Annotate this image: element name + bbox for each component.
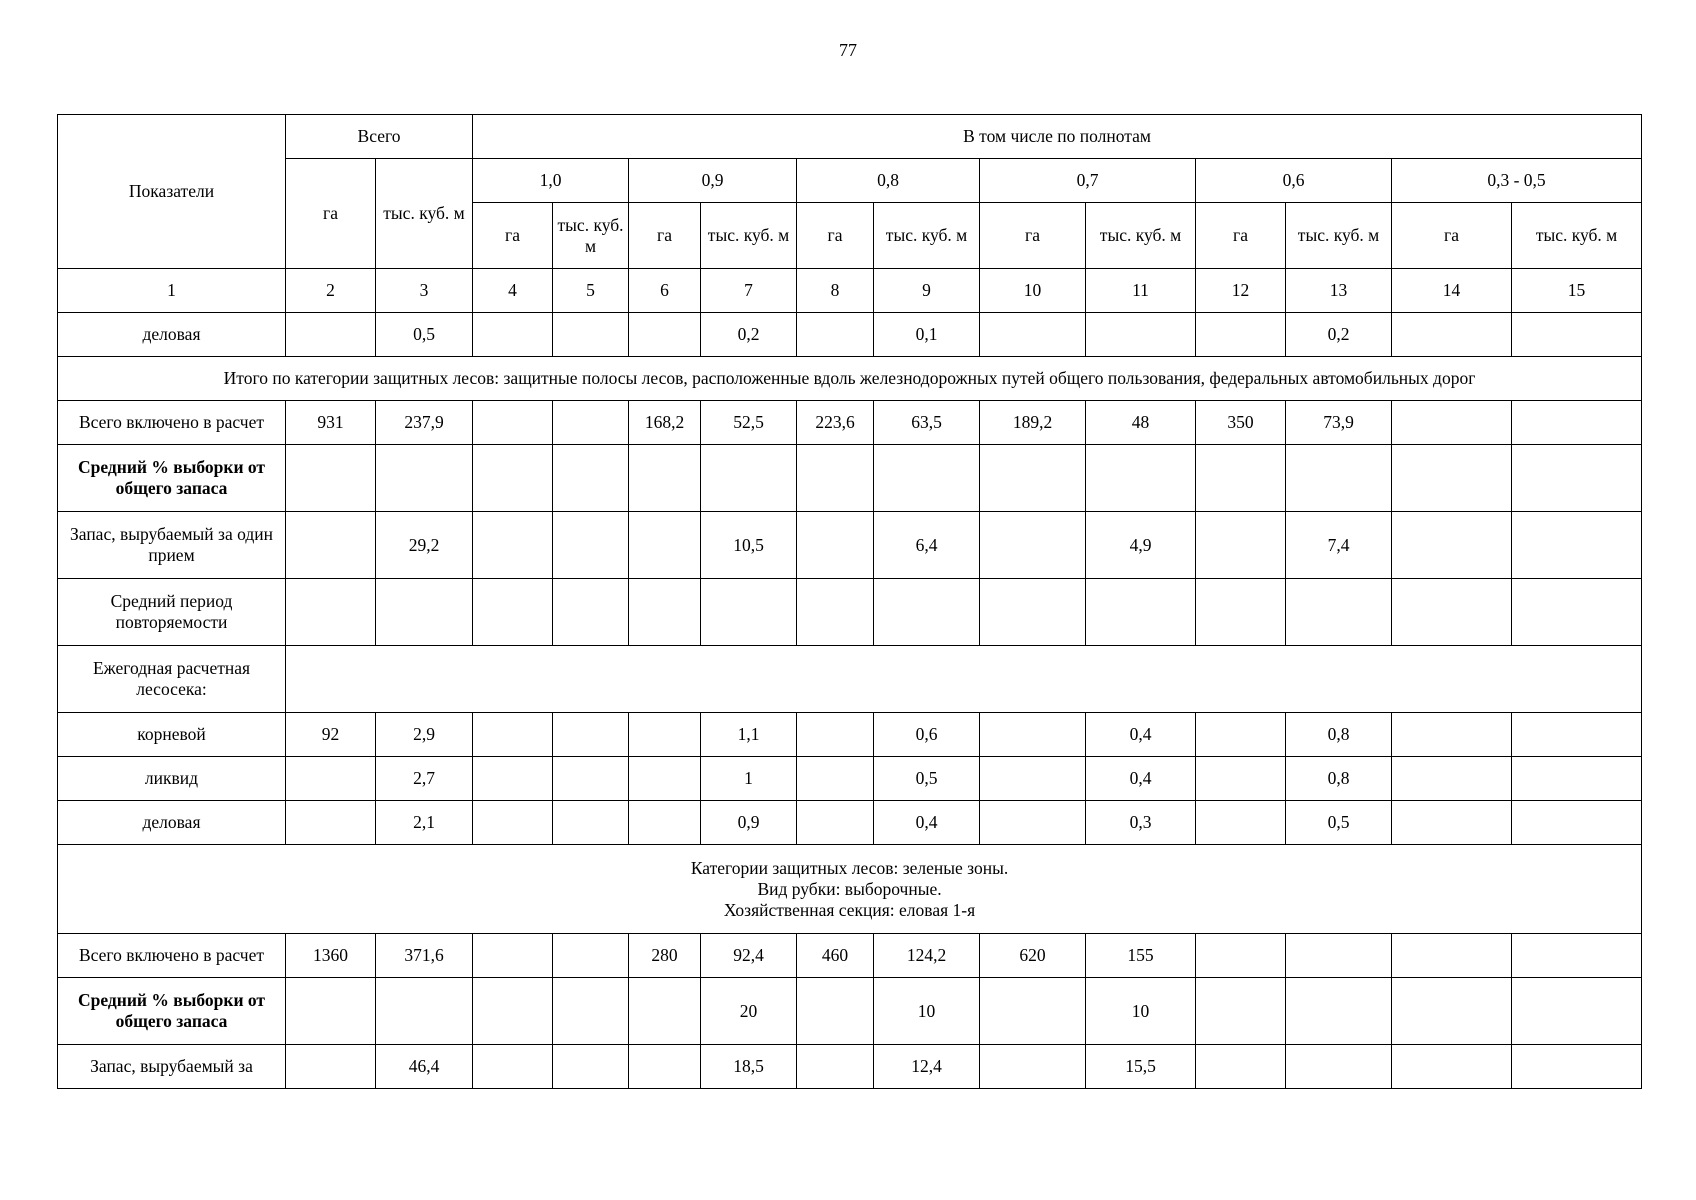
table-cell [473, 313, 553, 357]
column-number: 7 [701, 269, 797, 313]
table-cell [286, 1045, 376, 1089]
table-cell [629, 313, 701, 357]
header-density-0-3-0-5: 0,3 - 0,5 [1392, 159, 1642, 203]
table-cell [1512, 978, 1642, 1045]
table-cell [874, 445, 980, 512]
table-cell: 52,5 [701, 401, 797, 445]
row-label: Средний период повторяемости [58, 579, 286, 646]
column-number: 5 [553, 269, 629, 313]
merged-empty-cell [286, 646, 1642, 713]
table-cell [629, 445, 701, 512]
table-cell [473, 579, 553, 646]
table-cell: 0,8 [1286, 713, 1392, 757]
table-cell [473, 401, 553, 445]
section-row [58, 357, 1642, 401]
table-cell [797, 801, 874, 845]
table-cell: 92,4 [701, 934, 797, 978]
table-cell [980, 313, 1086, 357]
table-cell [980, 801, 1086, 845]
table-cell: 2,1 [376, 801, 473, 845]
table-cell [376, 978, 473, 1045]
table-cell [1512, 445, 1642, 512]
header-unit-volume: тыс. куб. м [874, 203, 980, 269]
table-row [58, 934, 1642, 978]
header-unit-volume: тыс. куб. м [1512, 203, 1642, 269]
section-line: Вид рубки: выборочные. [757, 878, 942, 899]
table-cell [797, 445, 874, 512]
table-cell [286, 801, 376, 845]
table-cell [553, 579, 629, 646]
table-cell [980, 757, 1086, 801]
header-row-top [58, 115, 1642, 159]
table-row [58, 512, 1642, 579]
header-density-1-0: 1,0 [473, 159, 629, 203]
table-cell: 63,5 [874, 401, 980, 445]
table-cell [797, 313, 874, 357]
table-cell [286, 978, 376, 1045]
table-cell [1196, 445, 1286, 512]
table-cell: 1360 [286, 934, 376, 978]
table-cell [553, 801, 629, 845]
table-cell [1286, 934, 1392, 978]
table-cell [629, 978, 701, 1045]
table-row [58, 646, 1642, 713]
header-total-ha: га [286, 159, 376, 269]
table-cell [1512, 313, 1642, 357]
column-number: 8 [797, 269, 874, 313]
table-cell [1392, 313, 1512, 357]
table-cell [1392, 1045, 1512, 1089]
table-cell: 931 [286, 401, 376, 445]
column-number: 6 [629, 269, 701, 313]
column-number: 1 [58, 269, 286, 313]
column-number: 9 [874, 269, 980, 313]
table-cell [1392, 934, 1512, 978]
table-cell: 4,9 [1086, 512, 1196, 579]
table-cell [1086, 445, 1196, 512]
table-cell [286, 313, 376, 357]
table-cell: 350 [1196, 401, 1286, 445]
table-cell [286, 579, 376, 646]
table-cell: 0,5 [874, 757, 980, 801]
table-cell [1392, 978, 1512, 1045]
forest-harvest-table [57, 114, 1642, 1089]
table-cell [473, 934, 553, 978]
table-cell: 0,2 [1286, 313, 1392, 357]
row-label: Всего включено в расчет [58, 401, 286, 445]
table-cell [1196, 978, 1286, 1045]
row-label: Средний % выборки от общего запаса [58, 978, 286, 1045]
header-unit-volume: тыс. куб. м [1086, 203, 1196, 269]
table-cell [376, 579, 473, 646]
header-unit-volume: тыс. куб. м [553, 203, 629, 269]
table-cell [553, 978, 629, 1045]
table-cell [629, 757, 701, 801]
header-density-0-7: 0,7 [980, 159, 1196, 203]
table-cell [1512, 512, 1642, 579]
header-including-by-density: В том числе по полнотам [473, 115, 1642, 159]
table-cell [629, 512, 701, 579]
section-line: Категории защитных лесов: зеленые зоны. [690, 857, 1009, 878]
table-cell [286, 445, 376, 512]
table-cell [376, 445, 473, 512]
table-cell: 10,5 [701, 512, 797, 579]
table-row [58, 401, 1642, 445]
table-cell [1086, 313, 1196, 357]
row-label: корневой [58, 713, 286, 757]
header-total-volume: тыс. куб. м [376, 159, 473, 269]
column-number: 3 [376, 269, 473, 313]
table-cell: 12,4 [874, 1045, 980, 1089]
header-unit-volume: тыс. куб. м [1286, 203, 1392, 269]
table-cell: 155 [1086, 934, 1196, 978]
table-cell [797, 713, 874, 757]
column-number: 13 [1286, 269, 1392, 313]
table-cell [980, 512, 1086, 579]
column-number: 12 [1196, 269, 1286, 313]
header-unit-volume: тыс. куб. м [701, 203, 797, 269]
table-cell [1512, 757, 1642, 801]
table-cell [1196, 1045, 1286, 1089]
column-number: 10 [980, 269, 1086, 313]
row-label: Всего включено в расчет [58, 934, 286, 978]
table-cell [1286, 445, 1392, 512]
table-cell [797, 512, 874, 579]
section-row [58, 845, 1642, 934]
table-cell [553, 445, 629, 512]
table-cell [797, 978, 874, 1045]
table-cell [980, 1045, 1086, 1089]
table-cell [1196, 713, 1286, 757]
table-cell [1196, 801, 1286, 845]
row-label: деловая [58, 801, 286, 845]
section-heading [58, 845, 1642, 934]
header-indicators: Показатели [58, 115, 286, 269]
table-cell [1392, 401, 1512, 445]
table-cell: 1 [701, 757, 797, 801]
table-cell [1392, 445, 1512, 512]
table-cell [473, 978, 553, 1045]
table-cell: 10 [874, 978, 980, 1045]
table-row [58, 313, 1642, 357]
table-cell: 0,3 [1086, 801, 1196, 845]
table-cell: 620 [980, 934, 1086, 978]
table-cell: 20 [701, 978, 797, 1045]
header-total: Всего [286, 115, 473, 159]
table-cell: 2,7 [376, 757, 473, 801]
table-cell [1286, 579, 1392, 646]
table-cell [473, 1045, 553, 1089]
table-cell: 46,4 [376, 1045, 473, 1089]
section-line: Хозяйственная секция: еловая 1-я [723, 899, 976, 920]
table-cell [629, 579, 701, 646]
row-label: деловая [58, 313, 286, 357]
header-unit-ha: га [629, 203, 701, 269]
table-cell [1512, 401, 1642, 445]
table-cell: 48 [1086, 401, 1196, 445]
table-cell [629, 1045, 701, 1089]
table-cell: 0,9 [701, 801, 797, 845]
table-cell: 0,5 [376, 313, 473, 357]
table-cell [1196, 512, 1286, 579]
table-cell [797, 1045, 874, 1089]
table-cell: 0,2 [701, 313, 797, 357]
table-cell [1512, 1045, 1642, 1089]
table-cell [1392, 579, 1512, 646]
table-cell [473, 801, 553, 845]
table-row [58, 1045, 1642, 1089]
table-cell: 2,9 [376, 713, 473, 757]
table-cell [980, 978, 1086, 1045]
table-cell: 1,1 [701, 713, 797, 757]
table-cell [1392, 757, 1512, 801]
table-cell: 0,5 [1286, 801, 1392, 845]
column-number: 2 [286, 269, 376, 313]
table-cell [980, 445, 1086, 512]
header-row-density [58, 159, 1642, 203]
table-cell [553, 757, 629, 801]
table-cell [874, 579, 980, 646]
table-cell [1196, 313, 1286, 357]
table-cell: 237,9 [376, 401, 473, 445]
table-cell: 0,1 [874, 313, 980, 357]
table-cell: 0,4 [1086, 757, 1196, 801]
table-cell: 6,4 [874, 512, 980, 579]
header-density-0-9: 0,9 [629, 159, 797, 203]
table-cell: 0,6 [874, 713, 980, 757]
page-number: 77 [839, 40, 857, 60]
column-number: 15 [1512, 269, 1642, 313]
table-cell: 29,2 [376, 512, 473, 579]
table-row [58, 801, 1642, 845]
table-cell [1512, 579, 1642, 646]
table-cell: 10 [1086, 978, 1196, 1045]
table-cell [980, 713, 1086, 757]
table-cell: 189,2 [980, 401, 1086, 445]
table-cell [473, 445, 553, 512]
table-cell [980, 579, 1086, 646]
table-cell: 124,2 [874, 934, 980, 978]
table-cell: 18,5 [701, 1045, 797, 1089]
table-cell [1086, 579, 1196, 646]
table-cell [1512, 801, 1642, 845]
table-cell: 371,6 [376, 934, 473, 978]
row-label: Средний % выборки от общего запаса [58, 445, 286, 512]
table-cell [1196, 757, 1286, 801]
table-cell [797, 757, 874, 801]
table-cell [553, 313, 629, 357]
row-label: ликвид [58, 757, 286, 801]
table-row [58, 445, 1642, 512]
table-cell: 15,5 [1086, 1045, 1196, 1089]
row-label: Запас, вырубаемый за один прием [58, 512, 286, 579]
table-cell: 0,8 [1286, 757, 1392, 801]
table-cell: 223,6 [797, 401, 874, 445]
table-cell [553, 1045, 629, 1089]
table-cell: 7,4 [1286, 512, 1392, 579]
table-cell [1286, 1045, 1392, 1089]
table-cell [701, 579, 797, 646]
table-cell: 0,4 [874, 801, 980, 845]
table-cell: 168,2 [629, 401, 701, 445]
section-heading: Итого по категории защитных лесов: защитные полосы лесов, расположенные вдоль железнодорожных путей общего пользования, федеральных автомобильных дорог [58, 357, 1642, 401]
header-unit-ha: га [980, 203, 1086, 269]
table-cell [1392, 713, 1512, 757]
table-cell [553, 934, 629, 978]
table-cell [473, 713, 553, 757]
header-density-0-6: 0,6 [1196, 159, 1392, 203]
header-unit-ha: га [1392, 203, 1512, 269]
table-cell [629, 713, 701, 757]
table-cell [1392, 512, 1512, 579]
table-cell: 92 [286, 713, 376, 757]
table-cell [1392, 801, 1512, 845]
table-row [58, 713, 1642, 757]
table-cell [553, 401, 629, 445]
table-cell: 0,4 [1086, 713, 1196, 757]
table-cell [1196, 934, 1286, 978]
table-cell [553, 713, 629, 757]
table-cell [797, 579, 874, 646]
table-cell [629, 801, 701, 845]
table-cell [701, 445, 797, 512]
column-number: 14 [1392, 269, 1512, 313]
table-row [58, 579, 1642, 646]
table-cell [1286, 978, 1392, 1045]
header-density-0-8: 0,8 [797, 159, 980, 203]
table-cell: 280 [629, 934, 701, 978]
table-cell: 73,9 [1286, 401, 1392, 445]
header-unit-ha: га [1196, 203, 1286, 269]
table-row [58, 757, 1642, 801]
table-cell [1196, 579, 1286, 646]
row-label: Запас, вырубаемый за [58, 1045, 286, 1089]
column-number-row [58, 269, 1642, 313]
column-number: 4 [473, 269, 553, 313]
row-label: Ежегодная расчетная лесосека: [58, 646, 286, 713]
table-row [58, 978, 1642, 1045]
header-unit-ha: га [473, 203, 553, 269]
table-cell: 460 [797, 934, 874, 978]
table-cell [286, 512, 376, 579]
table-cell [473, 512, 553, 579]
table-cell [286, 757, 376, 801]
table-cell [1512, 934, 1642, 978]
table-cell [553, 512, 629, 579]
table-cell [1512, 713, 1642, 757]
column-number: 11 [1086, 269, 1196, 313]
table-cell [473, 757, 553, 801]
header-unit-ha: га [797, 203, 874, 269]
